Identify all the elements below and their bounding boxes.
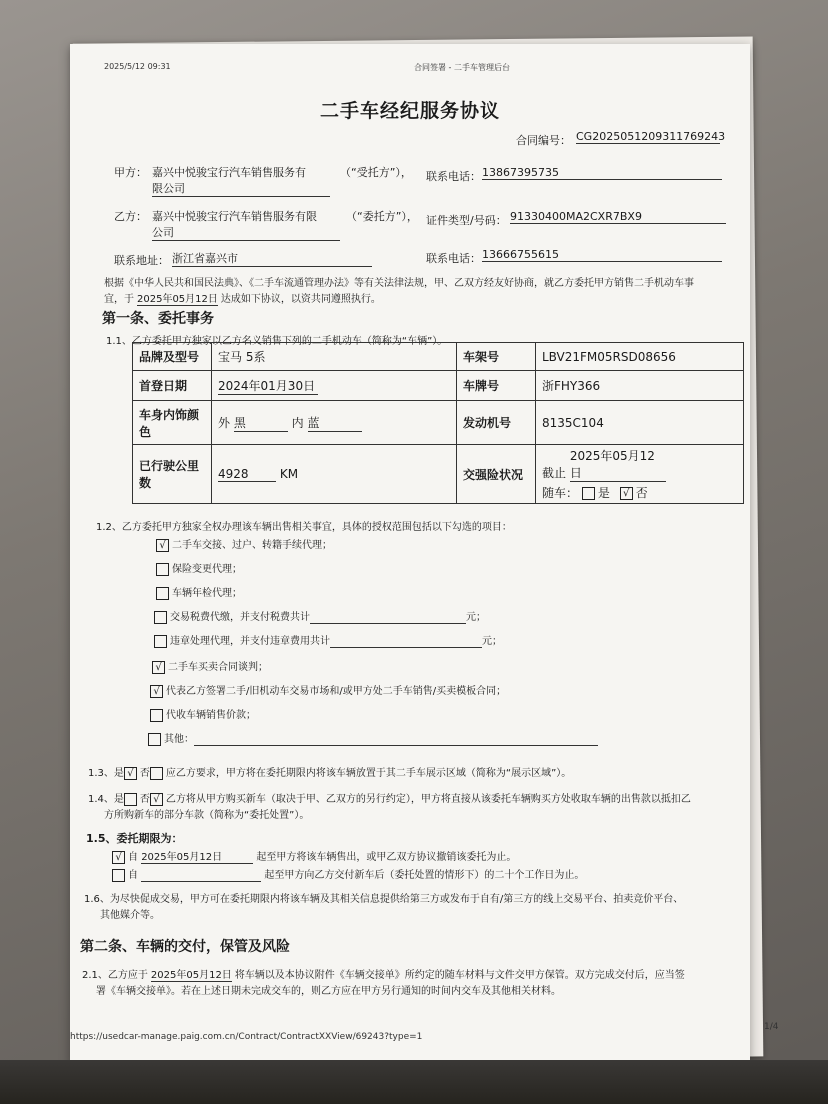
party-b-phone-label: 联系电话：	[426, 252, 481, 265]
mileage-label: 已行驶公里数	[133, 445, 212, 504]
address-value: 浙江省嘉兴市	[172, 250, 372, 267]
vin-value: LBV21FM05RSD08656	[536, 343, 744, 371]
reg-date-label: 首登日期	[133, 371, 212, 401]
insurance-label: 交强险状况	[457, 445, 536, 504]
option-row[interactable]: √ 二手车交接、过户、转籍手续代理；	[156, 536, 332, 552]
option-row[interactable]: 其他：	[148, 730, 598, 746]
clause-2-1-line2: 署《车辆交接单》。若在上述日期未完成交车的，则乙方应在甲方另行通知的时间内交车及其他相关材料。	[96, 986, 561, 997]
term-option-2-checkbox[interactable]	[112, 869, 125, 882]
interior-color: 蓝	[308, 414, 362, 432]
term-option-1: √ 自 2025年05月12日 起至甲方将该车辆售出，或甲乙双方协议撤销该委托为止。	[112, 848, 516, 864]
mileage-unit: KM	[279, 466, 299, 481]
party-a-phone: 13867395735	[482, 166, 722, 180]
party-b-phone: 13666755615	[482, 248, 722, 262]
option-row[interactable]: √ 代表乙方签署二手/旧机动车交易市场和/或甲方处二手车销售/买卖模板合同；	[150, 682, 506, 698]
article1-title: 第一条、委托事务	[102, 311, 214, 327]
color-label: 车身内饰颜色	[133, 401, 212, 445]
option-row[interactable]: √ 二手车买卖合同谈判；	[152, 658, 268, 674]
option-row[interactable]: 违章处理代理，并支付违章费用共计 元；	[154, 632, 502, 648]
clause-1-4: 1.4、是 否 √ 乙方将从甲方购买新车（取决于甲、乙双方的另行约定），甲方将直接从该委托车辆购买方处收取车辆的出售款以抵扣乙	[88, 793, 691, 805]
option-row[interactable]: 代收车辆销售价款；	[150, 706, 256, 722]
vehicle-info-table	[132, 342, 744, 504]
option-row[interactable]: 保险变更代理；	[156, 560, 242, 576]
clause-1-3-yes-checkbox[interactable]: √	[124, 767, 137, 780]
term-start-date: 2025年05月12日	[141, 848, 253, 864]
contract-page	[70, 44, 779, 1064]
color-cell: 外 黑 内 蓝	[212, 401, 457, 445]
reg-date-value: 2024年01月30日	[218, 377, 318, 395]
term-option-1-checkbox[interactable]: √	[112, 851, 125, 864]
party-a-label: 甲方：	[114, 166, 147, 179]
intro-line1: 根据《中华人民共和国民法典》、《二手车流通管理办法》等有关法律法规，甲、乙双方经友好协商，就乙方委托甲方销售二手机动车事	[104, 278, 694, 289]
contract-no-value: CG2025051209311769243	[576, 130, 726, 143]
clause-1-6-line1: 1.6、为尽快促成交易，甲方可在委托期限内将该车辆及其相关信息提供给第三方或发布于自有/第三方的线上交易平台、拍卖竞价平台、	[84, 894, 684, 905]
party-b-name-line1: 嘉兴中悦骏宝行汽车销售服务有限	[152, 210, 317, 223]
party-a-phone-label: 联系电话：	[426, 170, 481, 183]
party-a-name-line2: 限公司	[152, 180, 330, 197]
insurance-yes-checkbox[interactable]	[582, 487, 595, 500]
mileage-cell	[212, 445, 457, 504]
party-b-id-label: 证件类型/号码：	[426, 214, 507, 227]
party-b-label: 乙方：	[114, 210, 147, 223]
clause-1-6-line2: 其他媒介等。	[100, 910, 160, 921]
engine-value: 8135C104	[536, 401, 744, 445]
plate-label: 车牌号	[457, 371, 536, 401]
page-url: https://usedcar-manage.paig.com.cn/Contract/ContractXXView/69243?type=1	[70, 1032, 423, 1042]
clause-1-2: 1.2、乙方委托甲方独家全权办理该车辆出售相关事宜，具体的授权范围包括以下勾选的项目：	[96, 522, 512, 533]
party-b-role: （“委托方”），	[346, 210, 418, 223]
page-number: 1/4	[764, 1022, 779, 1032]
print-datetime: 2025/5/12 09:31	[104, 62, 171, 71]
document-title: 二手车经纪服务协议	[320, 100, 501, 122]
clause-1-1: 1.1、乙方委托甲方独家以乙方名义销售下列的二手机动车（简称为“车辆”）。	[106, 336, 448, 347]
brand-value: 宝马 5系	[212, 343, 457, 371]
term-option-2: 自 起至甲方向乙方交付新车后（委托处置的情形下）的二十个工作日为止。	[112, 866, 584, 882]
print-page-title: 合同签署 - 二手车管理后台	[414, 63, 510, 72]
option-row[interactable]: 车辆年检代理；	[156, 584, 242, 600]
mileage-value: 4928	[218, 467, 276, 482]
insurance-cell: 截止 2025年05月12日 随车： 是 √ 否	[536, 445, 744, 504]
clause-1-4-yes-checkbox[interactable]	[124, 793, 137, 806]
party-b-name-line2: 公司	[152, 224, 340, 241]
clause-1-5-title: 1.5、委托期限为：	[86, 832, 183, 845]
party-b-id-value: 91330400MA2CXR7BX9	[510, 210, 726, 224]
reg-date-cell	[212, 371, 457, 401]
party-a-name-line1: 嘉兴中悦骏宝行汽车销售服务有	[152, 166, 306, 179]
clause-1-3-no-checkbox[interactable]	[150, 767, 163, 780]
brand-label: 品牌及型号	[133, 343, 212, 371]
clause-1-4-line2: 方所购新车的部分车款（简称为“委托处置”）。	[104, 810, 310, 821]
exterior-color: 黑	[234, 414, 288, 432]
plate-value: 浙FHY366	[536, 371, 744, 401]
insurance-no-checkbox[interactable]: √	[620, 487, 633, 500]
clause-2-1: 2.1、乙方应于 2025年05月12日 将车辆以及本协议附件《车辆交接单》所约定的随车材料与文件交甲方保管。双方完成交付后，应当签	[82, 966, 685, 982]
party-a-role: （“受托方”），	[340, 166, 412, 179]
contract-no-label: 合同编号：	[516, 134, 571, 147]
clause-1-3: 1.3、是 √ 否 应乙方要求，甲方将在委托期限内将该车辆放置于其二手车展示区域（简称为“展示区域”）。	[88, 767, 572, 779]
intro-line2: 宜，于 2025年05月12日 达成如下协议，以资共同遵照执行。	[104, 290, 381, 306]
desk-shadow	[0, 1060, 828, 1104]
article2-title: 第二条、车辆的交付，保管及风险	[80, 939, 290, 955]
engine-label: 发动机号	[457, 401, 536, 445]
insurance-until: 2025年05月12日	[570, 447, 666, 482]
vin-label: 车架号	[457, 343, 536, 371]
clause-1-4-no-checkbox[interactable]: √	[150, 793, 163, 806]
address-label: 联系地址：	[114, 254, 169, 267]
option-row[interactable]: 交易税费代缴，并支付税费共计 元；	[154, 608, 486, 624]
